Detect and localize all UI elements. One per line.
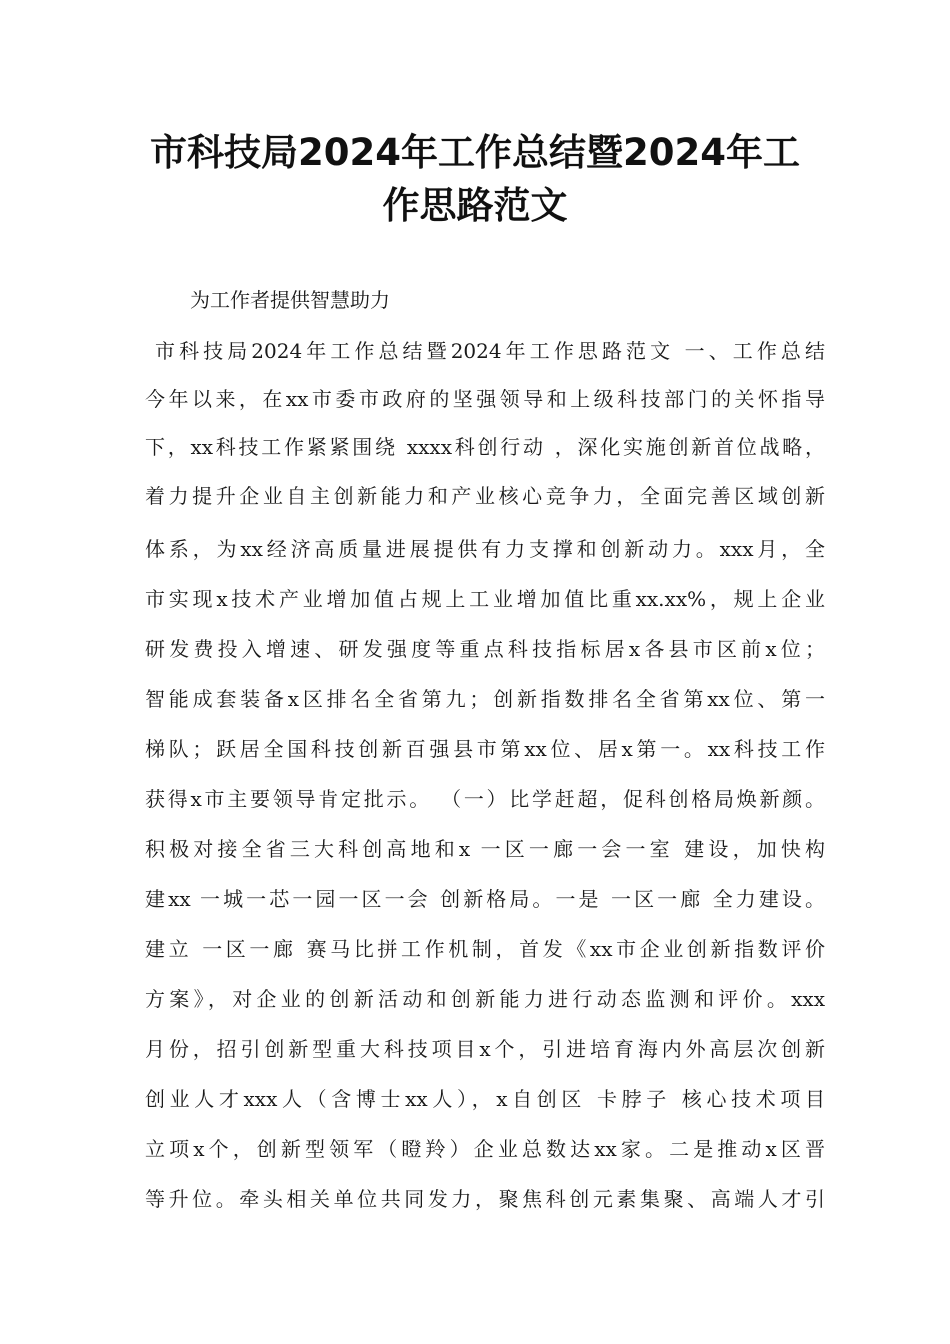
body-text-line: 今年以来，在xx市委市政府的坚强领导和上级科技部门的关怀指导 [145,387,825,411]
body-text-line: 市实现x技术产业增加值占规上工业增加值比重xx.xx%，规上企业 [145,587,825,611]
body-text-line: 积极对接全省三大科创高地和x 一区一廊一会一室 建设，加快构 [145,837,825,861]
body-text-line: 梯队；跃居全国科技创新百强县市第xx位、居x第一。xx科技工作 [145,737,825,761]
body-text-line: 等升位。牵头相关单位共同发力，聚焦科创元素集聚、高端人才引 [145,1187,825,1211]
body-text-line: 着力提升企业自主创新能力和产业核心竞争力，全面完善区域创新 [145,484,825,508]
body-text-line: 体系，为xx经济高质量进展提供有力支撑和创新动力。xxx月，全 [145,537,825,561]
body-text-line: 创业人才xxx人（含博士xx人），x自创区 卡脖子 核心技术项目 [145,1087,825,1111]
document-title-line-2: 作思路范文 [382,184,568,227]
body-text-line: 立项x个，创新型领军（瞪羚）企业总数达xx家。二是推动x区晋 [145,1137,825,1161]
body-text-line: 智能成套装备x区排名全省第九；创新指数排名全省第xx位、第一 [145,687,825,711]
body-text-line: 市科技局2024年工作总结暨2024年工作思路范文 一、工作总结 [155,339,825,363]
document-subtitle: 为工作者提供智慧助力 [190,288,390,312]
document-title-line-1: 市科技局2024年工作总结暨2024年工 [150,131,800,174]
body-text-line: 建立 一区一廊 赛马比拼工作机制，首发《xx市企业创新指数评价 [145,937,825,961]
body-text-line: 获得x市主要领导肯定批示。 （一）比学赶超，促科创格局焕新颜。 [145,787,825,811]
body-text-line: 研发费投入增速、研发强度等重点科技指标居x各县市区前x位； [145,637,825,661]
body-text-line: 建xx 一城一芯一园一区一会 创新格局。一是 一区一廊 全力建设。 [145,887,825,911]
body-text-line: 方案》，对企业的创新活动和创新能力进行动态监测和评价。xxx [145,987,825,1011]
body-text-line: 下，xx科技工作紧紧围绕 xxxx科创行动 ，深化实施创新首位战略， [145,435,825,459]
body-text-line: 月份，招引创新型重大科技项目x个，引进培育海内外高层次创新 [145,1037,825,1061]
